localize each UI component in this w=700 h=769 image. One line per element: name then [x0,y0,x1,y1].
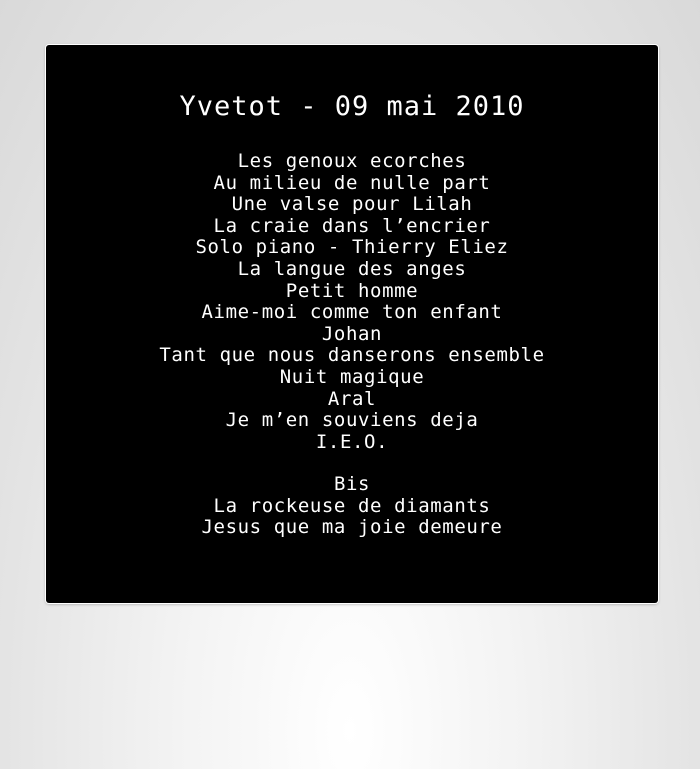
song-item: Au milieu de nulle part [213,171,491,194]
song-item: Nuit magique [279,365,425,388]
song-item: Aime-moi comme ton enfant [201,301,503,324]
encore-song-item: La rockeuse de diamants [213,494,491,517]
song-item: La craie dans l’encrier [213,214,491,237]
encore-section [46,474,658,539]
song-item: Johan [321,322,383,345]
song-item: Petit homme [285,279,419,302]
song-item: Je m’en souviens deja [225,409,479,432]
song-item: La langue des anges [237,257,467,280]
encore-song-item: Jesus que ma joie demeure [201,516,503,539]
song-item: Les genoux ecorches [237,150,467,172]
song-item: Aral [327,387,377,410]
song-item: I.E.O. [315,430,389,453]
encore-heading: Bis [333,473,371,495]
song-item: Tant que nous danserons ensemble [159,344,545,367]
encore-list [46,496,658,539]
concert-title: Yvetot - 09 mai 2010 [179,91,525,122]
song-item: Solo piano - Thierry Eliez [195,236,509,259]
setlist [46,151,658,453]
setlist-card [46,45,658,603]
song-item: Une valse pour Lilah [231,193,473,216]
